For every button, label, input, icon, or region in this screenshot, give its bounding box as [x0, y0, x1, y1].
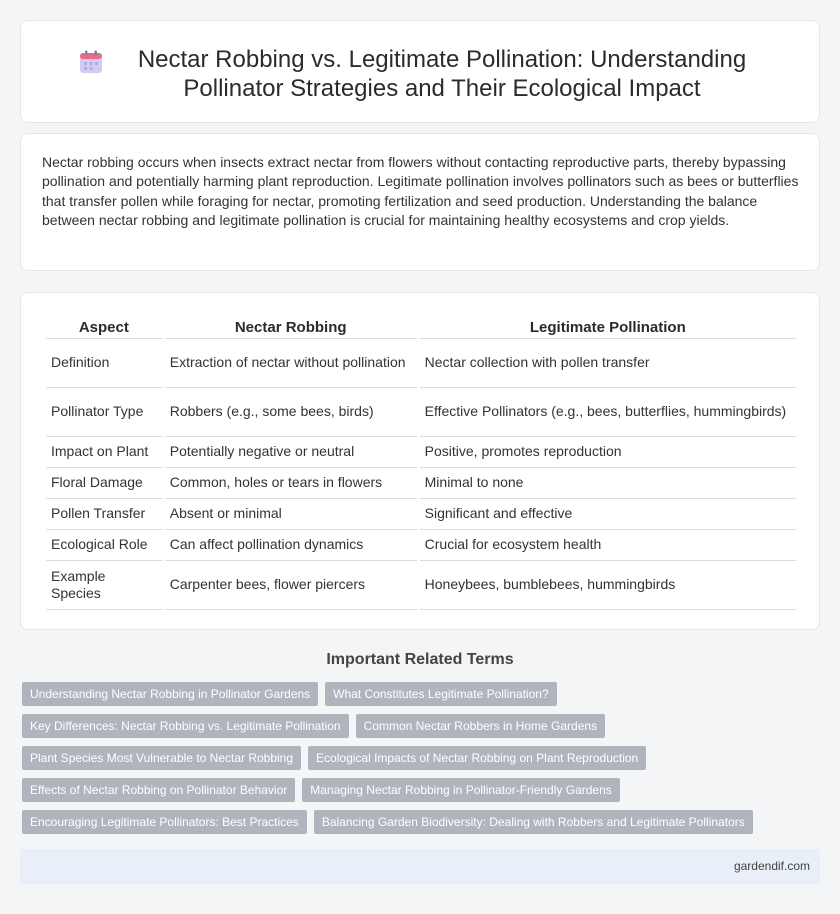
related-term-link[interactable]: Encouraging Legitimate Pollinators: Best Practices	[22, 810, 307, 834]
cell-nectar-robbing: Can affect pollination dynamics	[165, 530, 417, 561]
table-header-row	[46, 311, 796, 339]
comparison-table	[43, 311, 799, 610]
comparison-card	[20, 292, 820, 630]
page-title: Nectar Robbing vs. Legitimate Pollination: Understanding Pollinator Strategies and Their Ecological Impact	[137, 46, 747, 102]
tag-row	[22, 778, 822, 802]
table-row	[46, 339, 796, 388]
intro-paragraph: Nectar robbing occurs when insects extract nectar from flowers without contacting reproductive parts, thereby bypassing pollination and potentially harming plant reproduction. Legitimate pollination involves pollinators such as bees or butterflies that transfer pollen while foraging for nectar, promoting fertilization and seed production. Understanding the balance between nectar robbing and legitimate pollination is crucial for maintaining healthy ecosystems and crop yields.	[42, 154, 799, 229]
footer-site-link[interactable]: gardendif.com	[733, 859, 810, 873]
header-nectar-robbing: Nectar Robbing	[165, 311, 417, 339]
cell-aspect: Example Species	[46, 561, 162, 610]
cell-legitimate-pollination: Positive, promotes reproduction	[420, 437, 796, 468]
cell-nectar-robbing: Absent or minimal	[165, 499, 417, 530]
cell-legitimate-pollination: Minimal to none	[420, 468, 796, 499]
table-row	[46, 437, 796, 468]
title-card	[20, 20, 820, 123]
cell-nectar-robbing: Extraction of nectar without pollination	[165, 339, 417, 388]
related-term-link[interactable]: Ecological Impacts of Nectar Robbing on Plant Reproduction	[308, 746, 646, 770]
cell-legitimate-pollination: Honeybees, bumblebees, hummingbirds	[420, 561, 796, 610]
header-legitimate-pollination: Legitimate Pollination	[420, 311, 796, 339]
related-term-link[interactable]: Managing Nectar Robbing in Pollinator-Friendly Gardens	[302, 778, 620, 802]
tag-row	[22, 682, 822, 706]
cell-legitimate-pollination: Nectar collection with pollen transfer	[420, 339, 796, 388]
cell-aspect: Ecological Role	[46, 530, 162, 561]
cell-aspect: Pollen Transfer	[46, 499, 162, 530]
table-row	[46, 468, 796, 499]
cell-aspect: Impact on Plant	[46, 437, 162, 468]
cell-nectar-robbing: Potentially negative or neutral	[165, 437, 417, 468]
title-row	[21, 21, 819, 103]
tag-row	[22, 746, 822, 770]
tag-row	[22, 810, 822, 834]
related-term-link[interactable]: Effects of Nectar Robbing on Pollinator Behavior	[22, 778, 295, 802]
header-aspect: Aspect	[46, 311, 162, 339]
cell-aspect: Definition	[46, 339, 162, 388]
cell-nectar-robbing: Common, holes or tears in flowers	[165, 468, 417, 499]
table-row	[46, 530, 796, 561]
calendar-icon	[78, 49, 104, 75]
related-term-link[interactable]: Understanding Nectar Robbing in Pollinator Gardens	[22, 682, 318, 706]
cell-legitimate-pollination: Crucial for ecosystem health	[420, 530, 796, 561]
related-terms-heading: Important Related Terms	[326, 651, 514, 668]
related-term-link[interactable]: Balancing Garden Biodiversity: Dealing with Robbers and Legitimate Pollinators	[314, 810, 753, 834]
tag-row	[22, 714, 822, 738]
related-term-link[interactable]: Common Nectar Robbers in Home Gardens	[356, 714, 605, 738]
table-row	[46, 499, 796, 530]
cell-nectar-robbing: Robbers (e.g., some bees, birds)	[165, 388, 417, 437]
cell-aspect: Pollinator Type	[46, 388, 162, 437]
related-term-link[interactable]: What Constitutes Legitimate Pollination?	[325, 682, 556, 706]
table-row	[46, 388, 796, 437]
table-row	[46, 561, 796, 610]
related-term-link[interactable]: Key Differences: Nectar Robbing vs. Legitimate Pollination	[22, 714, 349, 738]
related-terms-list	[22, 682, 822, 842]
cell-legitimate-pollination: Effective Pollinators (e.g., bees, butterflies, hummingbirds)	[420, 388, 796, 437]
cell-aspect: Floral Damage	[46, 468, 162, 499]
cell-legitimate-pollination: Significant and effective	[420, 499, 796, 530]
related-term-link[interactable]: Plant Species Most Vulnerable to Nectar Robbing	[22, 746, 301, 770]
footer	[20, 849, 820, 884]
intro-card	[20, 133, 820, 271]
cell-nectar-robbing: Carpenter bees, flower piercers	[165, 561, 417, 610]
